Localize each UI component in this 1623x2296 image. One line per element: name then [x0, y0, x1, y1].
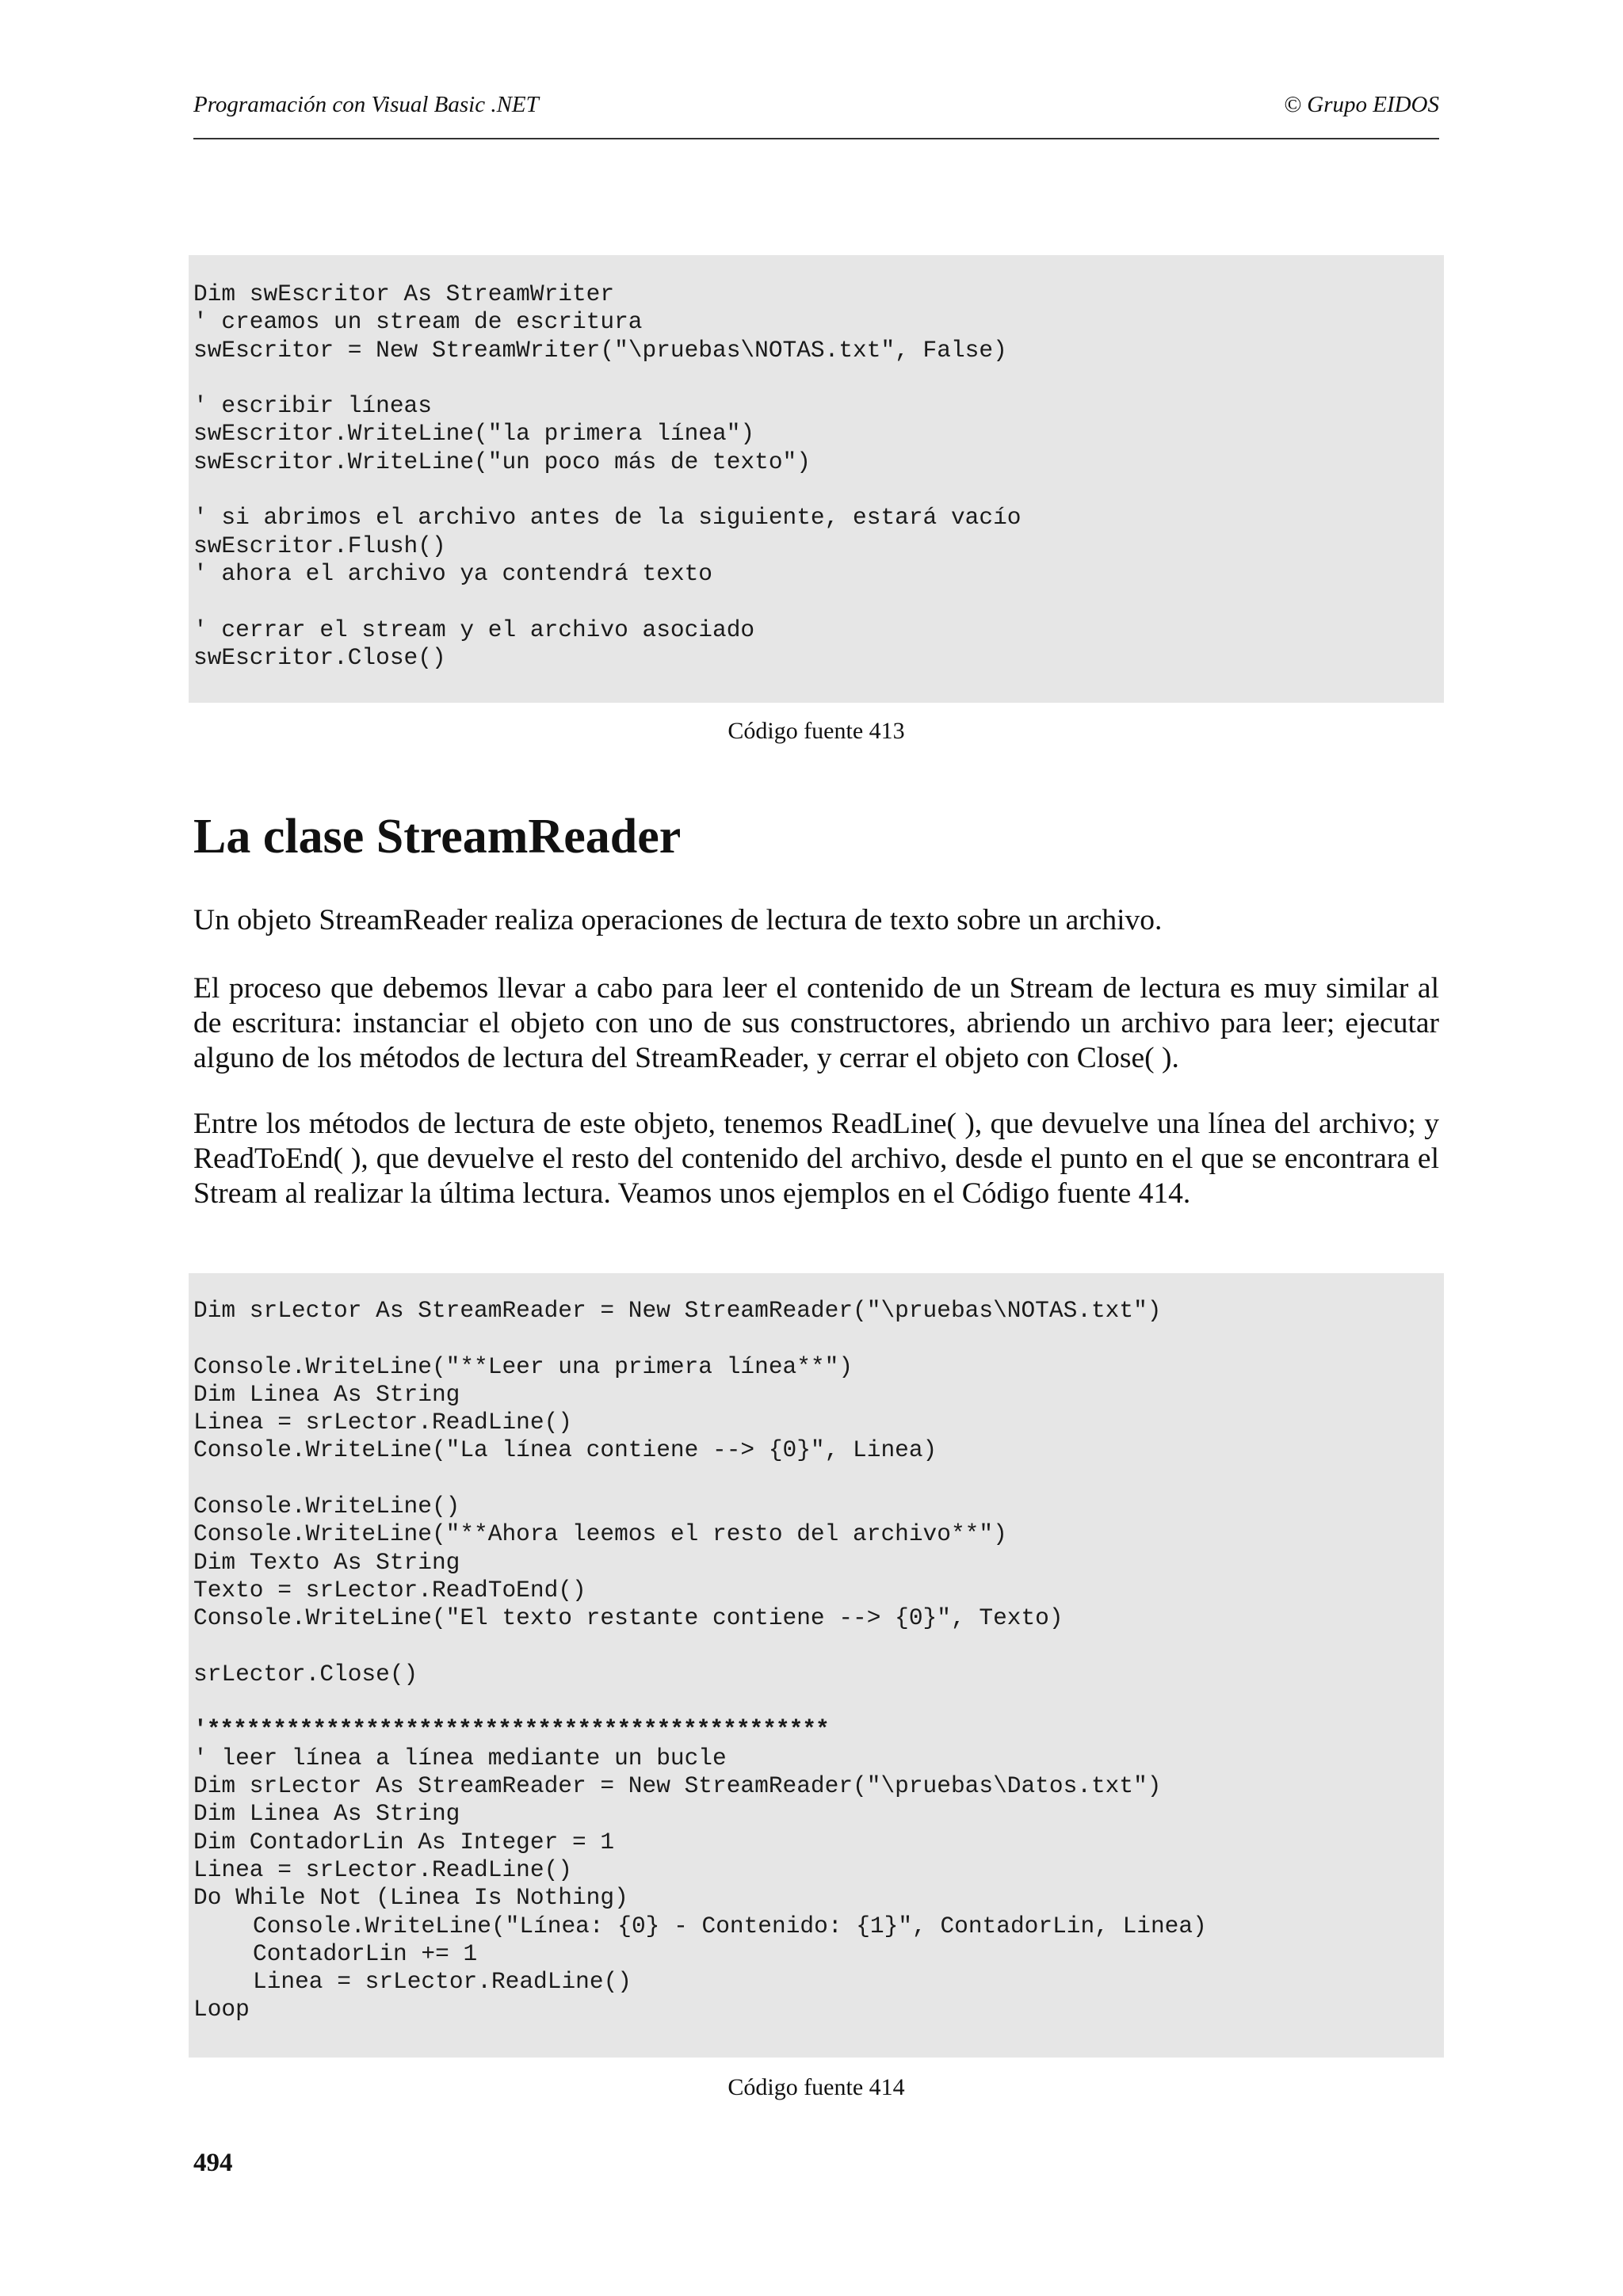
code-line: swEscritor.Close(): [193, 643, 446, 671]
code-blank-line: [193, 364, 1444, 392]
code-line: swEscritor.WriteLine("la primera línea"): [193, 420, 755, 448]
code-line: Dim ContadorLin As Integer = 1: [193, 1828, 615, 1855]
code-line: Console.WriteLine("**Leer una primera línea**"): [193, 1352, 854, 1380]
paragraph-intro: Un objeto StreamReader realiza operaciones de lectura de texto sobre un archivo.: [193, 904, 1163, 936]
code-block-414: [189, 1273, 1444, 2058]
code-line: Dim Texto As String: [193, 1548, 460, 1576]
header-rule: [193, 138, 1439, 139]
section-title: La clase StreamReader: [193, 810, 682, 864]
code-line-indented: Linea = srLector.ReadLine(): [253, 1968, 632, 1996]
code-caption-414: Código fuente 414: [727, 2074, 905, 2100]
page-number: 494: [193, 2149, 233, 2177]
code-line: ' cerrar el stream y el archivo asociado: [193, 616, 755, 643]
code-line-indented: ContadorLin += 1: [253, 1939, 478, 1967]
code-line: swEscritor.WriteLine("un poco más de texto"): [193, 448, 811, 475]
code-line: Linea = srLector.ReadLine(): [193, 1409, 572, 1436]
code-listing: [193, 1297, 1444, 2024]
code-blank-line: [193, 588, 1444, 616]
code-line: Loop: [193, 1996, 250, 2023]
code-line: Console.WriteLine("**Ahora leemos el resto del archivo**"): [193, 1520, 1007, 1548]
code-separator-line: '***********************************************: [193, 1716, 829, 1744]
code-line: Console.WriteLine("El texto restante contiene --> {0}", Texto): [193, 1604, 1064, 1632]
code-line: ' ahora el archivo ya contendrá texto: [193, 559, 713, 587]
code-blank-line: [193, 1633, 1444, 1661]
code-line: Dim Linea As String: [193, 1800, 460, 1828]
code-caption-413: Código fuente 413: [727, 718, 905, 744]
header-publisher: © Grupo EIDOS: [1283, 92, 1439, 117]
code-line: ' si abrimos el archivo antes de la siguiente, estará vacío: [193, 504, 1022, 532]
code-blank-line: [193, 1688, 1444, 1716]
code-line: swEscritor.Flush(): [193, 532, 446, 559]
code-line: Linea = srLector.ReadLine(): [193, 1855, 572, 1883]
code-blank-line: [193, 476, 1444, 504]
code-line: Dim Linea As String: [193, 1380, 460, 1408]
code-line: Dim srLector As StreamReader = New StreamReader("\pruebas\Datos.txt"): [193, 1772, 1162, 1800]
code-block-413: [189, 255, 1444, 703]
code-line: Dim swEscritor As StreamWriter: [193, 280, 615, 307]
code-line: srLector.Close(): [193, 1660, 418, 1688]
code-blank-line: [193, 1325, 1444, 1352]
code-line: swEscritor = New StreamWriter("\pruebas\NOTAS.txt", False): [193, 336, 1007, 364]
code-line: Console.WriteLine("La línea contiene --> {0}", Linea): [193, 1436, 938, 1464]
header-book-title: Programación con Visual Basic .NET: [193, 92, 539, 117]
code-line-indented: Console.WriteLine("Línea: {0} - Contenido: {1}", ContadorLin, Linea): [253, 1912, 1207, 1939]
code-line: ' leer línea a línea mediante un bucle: [193, 1744, 727, 1772]
code-line: Dim srLector As StreamReader = New StreamReader("\pruebas\NOTAS.txt"): [193, 1297, 1162, 1324]
code-line: Texto = srLector.ReadToEnd(): [193, 1576, 586, 1604]
paragraph-methods: Entre los métodos de lectura de este objeto, tenemos ReadLine( ), que devuelve una línea del archivo; y ReadToEnd( ), que devuelve el resto del contenido del archivo, desde el punto en el que se encontrara el Stream al realizar la última lectura. Veamos unos ejemplos en el Código fuente 414.: [193, 1108, 1439, 1210]
code-blank-line: [193, 1465, 1444, 1493]
code-line: ' escribir líneas: [193, 392, 432, 420]
code-line: ' creamos un stream de escritura: [193, 308, 643, 336]
code-line: Do While Not (Linea Is Nothing): [193, 1884, 628, 1912]
code-line: Console.WriteLine(): [193, 1493, 460, 1520]
code-listing: [193, 280, 1444, 672]
paragraph-process: El proceso que debemos llevar a cabo para leer el contenido de un Stream de lectura es muy similar al de escritura: instanciar el objeto con uno de sus constructores, abriendo un archivo para leer; ejecutar alguno de los métodos de lectura del StreamReader, y cerrar el objeto con Close( ).: [193, 972, 1439, 1074]
